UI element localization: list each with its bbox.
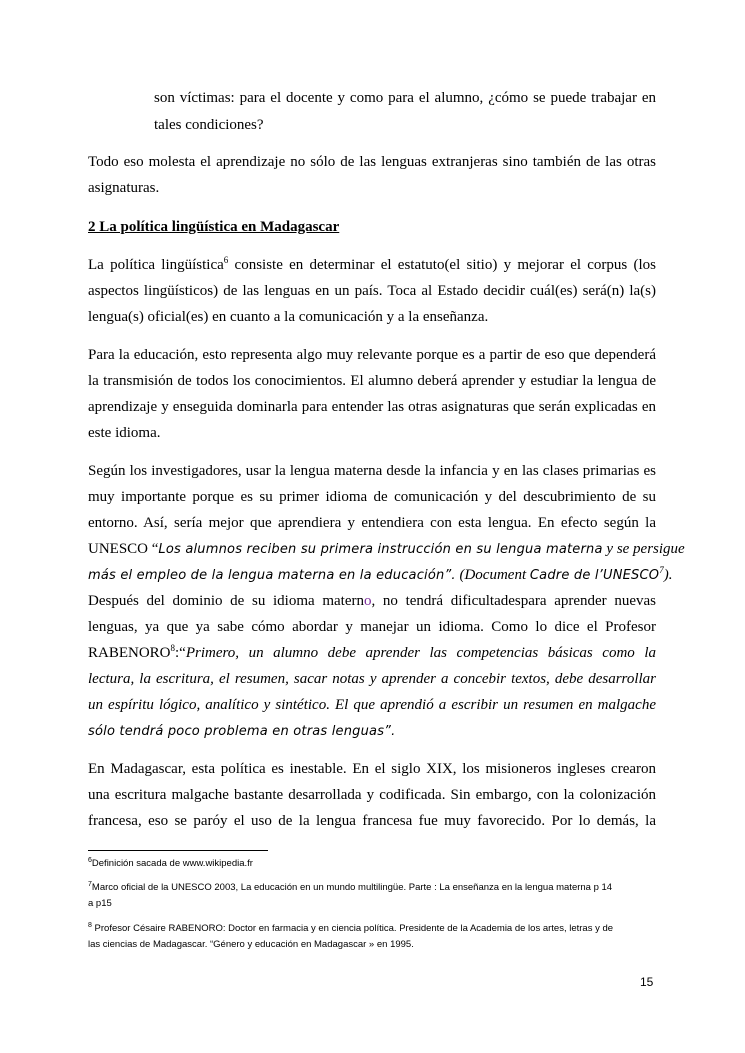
footnote-7-cont: a p15 [88,898,112,909]
paragraph-line: En Madagascar, esta política es inestable. En el siglo XIX, los misioneros ingleses crearon [88,761,656,777]
paragraph-line: una escritura malgache bastante desarrollada y codificada. Sin embargo, con la colonización [88,787,656,803]
citation-text: ). [663,567,673,583]
paragraph-line: aprendizaje y enseguida dominarla para entender las otras asignaturas que serán explicadas en [88,399,656,415]
paragraph-line [88,256,656,274]
quote-text: Primero, un alumno debe aprender las competencias básicas como la [185,645,656,661]
quote-text: Los alumnos reciben su primera instrucción en su lengua materna [158,542,603,557]
footnote-6 [88,856,656,872]
paragraph-line: entorno. Así, sería mejor que aprendiera y entendiera con esta lengua. En efecto según la [88,515,656,531]
footnote-text: Profesor Césaire RABENORO: Doctor en farmacia y en ciencia política. Presidente de la Academia de los artes, letras y de [91,923,614,934]
citation-text: (Document [455,567,530,583]
page-number: 15 [640,975,654,989]
paragraph-line [88,722,656,741]
text-span: consiste en determinar el estatuto(el sitio) y mejorar el corpus (los [228,257,657,273]
intro-line: tales condiciones? [154,117,264,133]
text-span: , no tendrá dificultadespara aprender nuevas [371,593,656,609]
quote-text: más el empleo de la lengua materna en la educación”. [88,568,456,583]
paragraph-line: asignaturas. [88,180,160,196]
paragraph-line: un espíritu lógico, analítico y sintético. El que aprendió a escribir un resumen en malgache [88,697,656,713]
paragraph-line: aspectos lingüísticos) de las lenguas en un país. Toca al Estado decidir cuál(es) será(n) la(s) [88,283,656,299]
paragraph-line: lectura, la escritura, el resumen, sacar notas y aprender a concebir textos, debe desarrollar [88,671,656,687]
paragraph-line: lengua(s) oficial(es) en cuanto a la comunicación y a la enseñanza. [88,309,489,325]
footnote-ref: 7 [659,565,664,575]
paragraph-line: Según los investigadores, usar la lengua materna desde la infancia y en las clases primarias es [88,463,656,479]
footnote-8 [88,921,656,937]
footnote-text: Definición sacada de www.wikipedia.fr [91,858,253,869]
paragraph-line: Para la educación, esto representa algo muy relevante porque es a partir de eso que dependerá [88,347,656,363]
paragraph-line [88,644,656,662]
text-span: La política lingüística [88,257,224,273]
paragraph-line: muy importante porque es su primer idioma de comunicación y del descubrimiento de su [88,489,656,505]
citation-text: Cadre de l’UNESCO [529,568,660,583]
paragraph-line: Todo eso molesta el aprendizaje no sólo de las lenguas extranjeras sino también de las otras [88,154,656,170]
text-span: n [356,593,364,609]
footnote-ref: 6 [223,255,229,265]
text-span: UNESCO “ [88,541,159,557]
text-span: Después del dominio de su idioma mater [88,593,357,609]
quote-text: sólo tendrá poco problema en otras lenguas”. [88,724,396,739]
footnote-7 [88,880,656,896]
footnote-separator [88,850,268,851]
footnote-number: 8 [88,922,92,929]
paragraph-line: lenguas, ya que ya sabe cómo abordar y manejar un idioma. Como lo dice el Profesor [88,619,656,635]
intro-line: son víctimas: para el docente y como para el alumno, ¿cómo se puede trabajar en [154,90,656,106]
quote-text: y se persigue [602,541,685,557]
document-page [88,0,685,1053]
section-heading [88,218,656,236]
text-span: RABENORO [88,645,171,661]
paragraph-line [88,565,673,585]
paragraph-line: francesa, eso se paróy el uso de la lengua francesa fue muy favorecido. Por lo demás, la [88,813,656,829]
footnote-number: 6 [88,857,92,864]
text-span: :“ [175,645,186,661]
footnote-8-cont: las ciencias de Madagascar. “Género y educación en Madagascar » en 1995. [88,939,414,950]
footnote-ref: 8 [170,643,176,653]
paragraph-line [88,540,685,559]
paragraph-line: este idioma. [88,425,161,441]
paragraph-line [88,592,656,610]
highlighted-char: o [364,593,372,609]
footnote-text: Marco oficial de la UNESCO 2003, La educación en un mundo multilingüe. Parte : La enseñanza en la lengua materna p 14 [91,882,613,893]
section-heading-text: 2 La política lingüística en Madagascar [88,219,340,235]
footnote-number: 7 [88,881,92,888]
paragraph-line: la transmisión de todos los conocimientos. El alumno deberá aprender y estudiar la lengua de [88,373,656,389]
